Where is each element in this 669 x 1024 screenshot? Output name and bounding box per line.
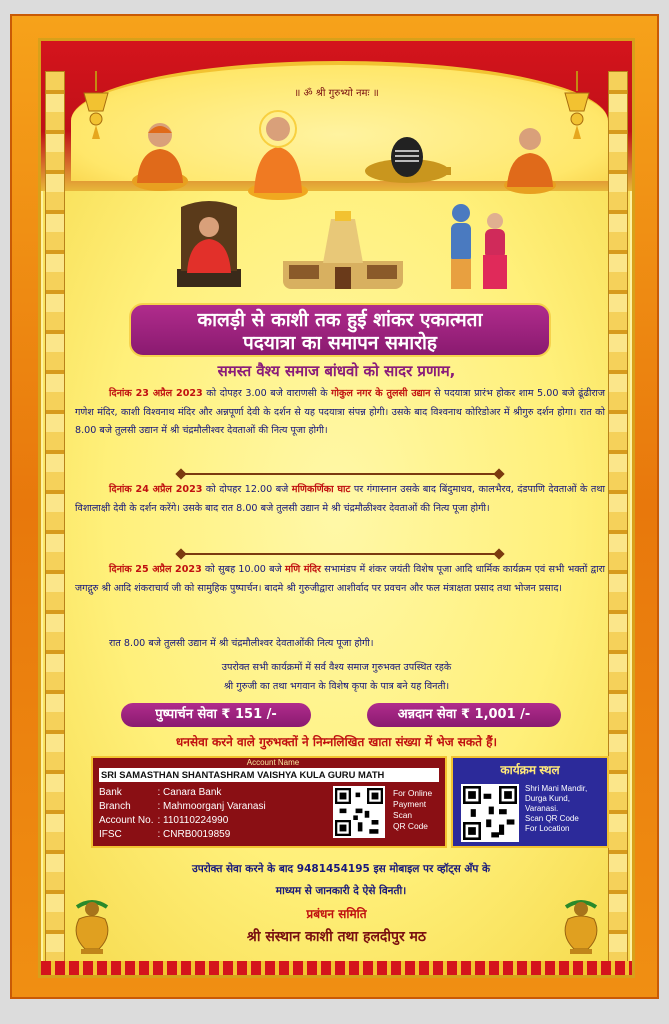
bank-account-box [91,756,447,848]
table-row [99,800,270,814]
appeal-line-2: श्री गुरुजी का तथा भगवान के विशेष कृपा के पात्र बने यह विनती। [223,681,450,692]
day2-text2: पर गंगास्नान उसके बाद बिंदुमाधव, कालभैरव, दंडपाणि देवताओं के तथा विशालाक्षी देवी के दर्शन करेंगे। उसके बाद रात 8.00 बजे तुलसी उद्यान मे श्री चंद्रमौळीश्वर देवताओं की नित्य पूजा होगी। [75,484,605,514]
day3-schedule [75,561,605,598]
mantra-text: ॥ ॐ श्री गुरुभ्यो नमः ॥ [294,88,379,99]
annadan-seva-badge: अन्नदान सेवा ₹ 1,001 /- [367,703,561,727]
venue-title: कार्यक्रम स्थल [500,763,560,777]
guru-portrait-icon [129,111,191,193]
day1-schedule [75,385,605,441]
management-committee: प्रबंधन समिति [306,907,367,921]
day2-date: दिनांक 24 अप्रैल 2023 [109,484,203,495]
poster [10,14,659,999]
day1-text1: को दोपहर 3.00 बजे वाराणसी के [202,388,332,399]
appeal-line-1: उपरोक्त सभी कार्यक्रमों में सर्व वैश्य समाज गुरुभक्त उपस्थित रहके [221,662,452,673]
venue-box [451,756,609,848]
online-payment-note: For Online Payment Scan QR Code [393,788,433,831]
account-name: SRI SAMASTHAN SHANTASHRAM VAISHYA KULA GURU MATH [99,768,439,782]
day1-place: गोकुल नगर के तुलसी उद्यान [331,388,431,399]
whatsapp-note [101,858,581,902]
title-line-2: पदयात्रा का समापन समारोह [243,332,437,354]
seated-guru-icon [171,199,247,293]
adi-shankaracharya-icon [246,103,310,201]
account-name-header: Account Name [246,758,300,767]
day2-place: मणिकर्णिका घाट [291,484,351,495]
shiva-parvati-icon [439,199,519,299]
account-no-label: Account No. [99,815,154,826]
payment-qr-code-icon[interactable] [333,786,385,838]
day1-date: दिनांक 23 अप्रैल 2023 [109,388,203,399]
whatsapp-note-line-2: माध्यम से जानकारी दे ऐसे विनती। [275,885,407,897]
day3-night: रात 8.00 बजे तुलसी उद्यान में श्री चंद्रमौलीश्वर देवताओंकी नित्य पूजा होगी। [109,638,374,649]
day3-text2: सभामंडप में शंकर जयंती विशेष पूजा आदि धार्मिक कार्यक्रम एवं सभी भक्तों द्वारा जगद्गुरु श्री आदि शंकराचार्य जी को सामुहिक पुष्पार्चन। बादमे श्री गुरुजीद्वारा आशीर्वाद पर प्रवचन और फल मंत्राक्षता प्रसाद तथा भोजन प्रसाद। [75,564,605,594]
bank-label: Bank [99,787,122,798]
poster-body [38,38,635,978]
divider [181,553,499,555]
branch-value: : Mahmoorganj Varanasi [157,801,266,812]
table-row [99,828,270,842]
left-pillar [45,71,65,971]
day2-schedule [75,481,605,518]
lamp-icon [562,71,592,141]
donation-instruction: धनसेवा करने वाले गुरुभक्तों ने निम्नलिखित खाता संख्या में भेज सकते हैं। [175,735,498,749]
day3-place: मणि मंदिर [285,564,321,575]
temple-icon [283,209,403,289]
title-line-1: कालड़ी से काशी तक हुई शांकर एकात्मता [197,309,483,331]
table-row [99,814,270,828]
account-no-value: : 110110224990 [157,815,229,826]
location-qr-code-icon[interactable] [461,784,519,842]
pushparchan-seva-badge: पुष्पार्चन सेवा ₹ 151 /- [121,703,311,727]
day3-text1: को सुबह 10.00 बजे [201,564,286,575]
event-title-banner [129,303,551,357]
divider [181,473,499,475]
day2-text1: को दोपहर 12.00 बजे [202,484,292,495]
whatsapp-note-line-1: उपरोक्त सेवा करने के बाद 9481454195 इस मोबाइल पर व्हॉट्स अँप के [191,863,491,875]
day1-text2: से पदयात्रा प्रारंभ होकर शाम 5.00 बजे ढूंढीराज गणेश मंदिर, काशी विश्वनाथ मंदिर और अन्नपूर्णा देवी के दर्शन से यह पदयात्रा संपन्न होगी। उसके बाद विश्वनाथ कोरिडोअर में श्रीगुरु दर्शन होगा। रात को 8.00 बजे तुलसी उद्यान में श्री चंद्रमौलीश्वर देवताओं की नित्य पूजा होगी। [75,388,605,436]
venue-address: Shri Mani Mandir, Durga Kund, Varanasi. Scan QR Code For Location [525,784,588,833]
bank-details-table [99,786,270,842]
shivling-icon [361,131,453,187]
greeting: समस्त वैश्य समाज बांधवो को सादर प्रणाम, [217,362,456,380]
right-pillar [608,71,628,971]
branch-label: Branch [99,801,131,812]
table-row [99,786,270,800]
lamp-icon [81,71,111,141]
organization-name: श्री संस्थान काशी तथा हलदीपुर मठ [246,929,427,945]
guru-portrait-icon [501,115,559,195]
day3-date: दिनांक 25 अप्रैल 2023 [109,564,202,575]
decorative-bottom-border [41,961,632,975]
ifsc-value: : CNRB0019859 [157,829,231,840]
ifsc-label: IFSC [99,829,122,840]
bank-value: : Canara Bank [157,787,222,798]
